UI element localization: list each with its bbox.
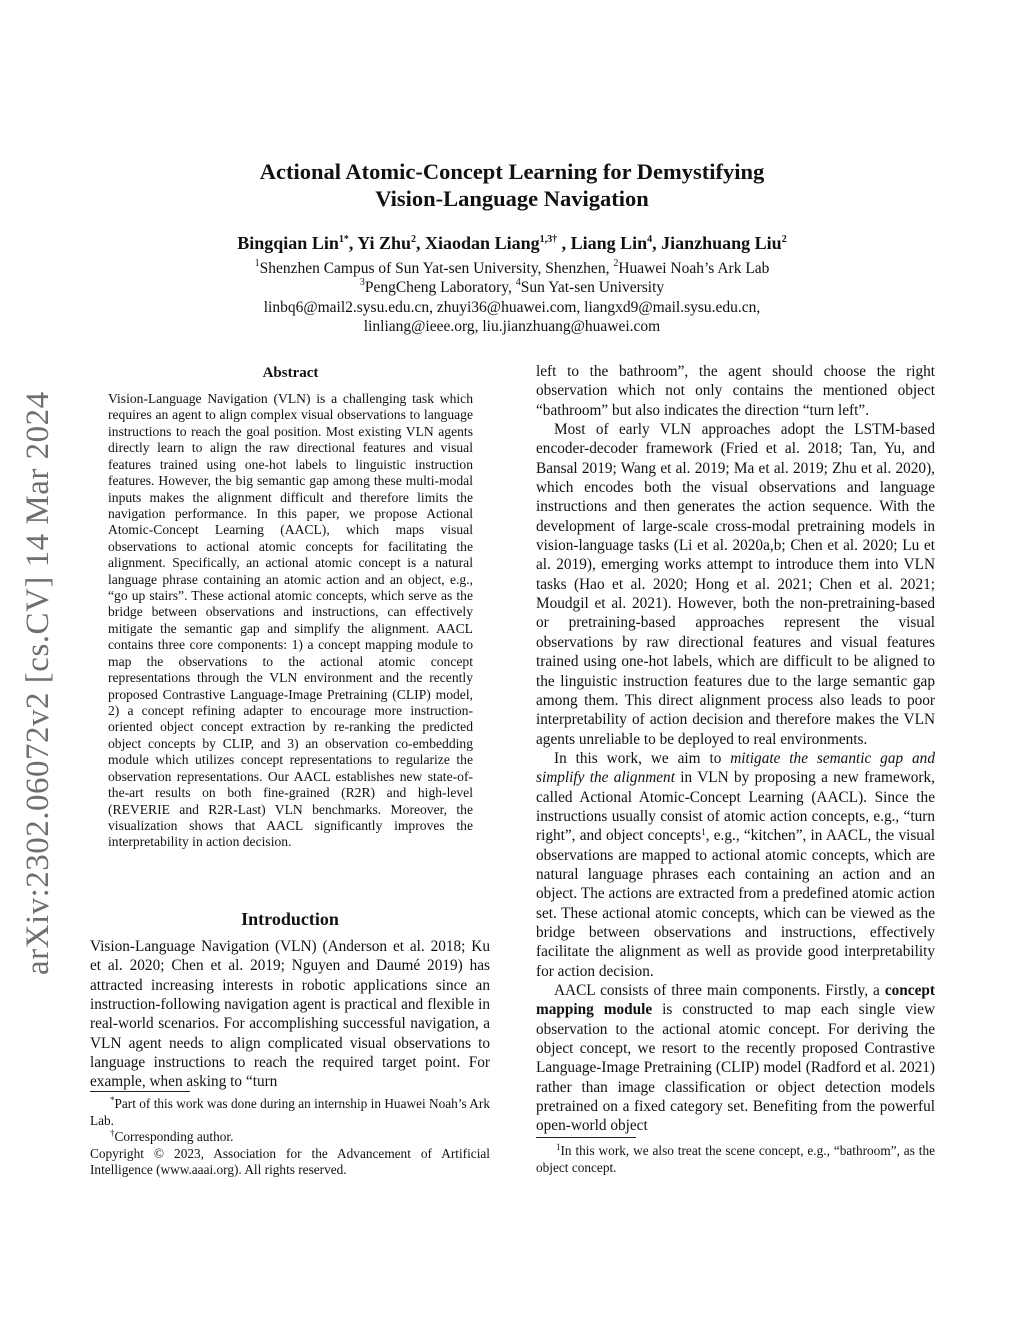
right-column [536,362,935,1136]
author-separator: , [652,233,662,253]
footnote-text: Corresponding author. [114,1129,234,1144]
emphasis-text: mitigate the semantic gap and simplify the alignment [536,749,935,787]
abstract-body: Vision-Language Navigation (VLN) is a challenging task which requires an agent to align complex visual observations to language instructions to reach the goal position. Most existing VLN agents directly learn to align the raw directional features and visual features trained using one-hot labels to linguistic instruction features. However, the big semantic gap among these multi-modal inputs makes the alignment difficult and therefore limits the navigation performance. In this paper, we propose Actional Atomic-Concept Learning (AACL), which maps visual observations to actional atomic concepts for facilitating the alignment. Specifically, an actional atomic concept is a natural language phrase containing an atomic action and an object, e.g., “go up stairs”. These actional atomic concepts, which serve as the bridge between observations and instructions, can effectively mitigate the semantic gap and simplify the alignment. AACL contains three core components: 1) a concept mapping module to map the observations to the actional atomic concept representations through the VLN environment and the recently proposed Contrastive Language-Image Pretraining (CLIP) model, 2) a concept refining adapter to encourage more instruction-oriented object concept extraction by re-ranking the predicted object concepts by CLIP, and 3) an observation co-embedding module which utilizes concept representations to regularize the observation representations. Our AACL establishes new state-of-the-art results on both fine-grained (R2R) and high-level (REVERIE and R2R-Last) VLN benchmarks. Moreover, the visualization shows that AACL significantly improves the interpretability in action decision. [108,391,473,850]
author-affil-mark: 1* [338,234,349,245]
paper-title [150,158,874,212]
author-name: Yi Zhu [357,233,412,253]
abstract-heading: Abstract [262,365,319,381]
footnote-text: Part of this work was done during an internship in Huawei Noah’s Ark Lab. [90,1096,490,1128]
footnote-scene-concept [536,1142,935,1176]
footnote-mark: * [110,1095,115,1105]
footnote-internship [90,1096,490,1129]
affil-mark: 2 [613,258,619,269]
author-affil-mark: 2 [781,234,787,245]
author-emails-line-2: linliang@ieee.org, liu.jianzhuang@huawei.com [363,318,661,336]
footnote-corresponding [90,1129,490,1146]
author-separator: , [348,233,358,253]
author-name: Jianzhuang Liu [661,233,782,253]
paragraph [536,981,935,1136]
author-affil-mark: 4 [647,234,653,245]
paragraph-text: In this work, we aim to [554,749,731,767]
author-affil-mark: 1,3† [539,234,558,245]
affiliation-line-2 [100,278,924,297]
affil-text: Shenzhen Campus of Sun Yat-sen University, Shenzhen, [259,260,614,277]
affil-mark: 4 [515,277,521,289]
author-list [100,232,924,254]
paragraph-text: , e.g., “kitchen”, in AACL, the visual observations are mapped to actional atomic concepts, which are natural language phrases each containing an action and an object. The actions are extracted from a predefined atomic action set. These actional atomic concepts, which can be viewed as the bridge between observations and instructions, effectively facilitate the alignment as well as provide good interpretability for action decision. [536,827,935,980]
author-emails-line-1: linbq6@mail2.sysu.edu.cn, zhuyi36@huawei.com, liangxd9@mail.sysu.edu.cn, [263,298,761,316]
footnote-divider [90,1091,190,1092]
author-name: Liang Lin [570,233,648,253]
author-name: Bingqian Lin [237,233,339,253]
title-line-2: Vision-Language Navigation [375,186,649,211]
paragraph-text: is constructed to map each single view observation to the actional atomic concept. For deriving the object concept, we resort to the recently proposed Contrastive Language-Image Pretraining (CLIP) model (Radford et al. 2021) rather than image classification or object detection models pretrained on a fixed category set. Benefiting from the powerful open-world object [536,1001,935,1135]
footnote-mark: † [110,1128,115,1138]
paragraph [536,749,935,981]
introduction-heading: Introduction [241,909,339,929]
paragraph-text: in VLN by proposing a new framework, called Actional Atomic-Concept Learning (AACL). Since the instructions usually consist of atomic action concepts, e.g., “turn right”, and object concepts [536,769,935,845]
bold-text: concept mapping module [536,982,935,1019]
paragraph: Most of early VLN approaches adopt the LSTM-based encoder-decoder framework (Fried et al. 2018; Tan, Yu, and Bansal 2019; Wang et al. 2019; Ma et al. 2019; Zhu et al. 2020), which encodes both the visual observations and language instructions and then generates the action sequence. With the development of large-scale cross-modal pretraining models in vision-language tasks (Li et al. 2020a,b; Chen et al. 2020; Lu et al. 2019), emerging works attempt to introduce them into VLN tasks (Hao et al. 2020; Hong et al. 2021; Chen et al. 2021; Moudgil et al. 2021). However, both the non-pretraining-based or pretraining-based approaches represent the visual observations by raw directional features and visual features trained using one-hot labels, which are difficult to be aligned to the linguistic instruction features due to the large semantic gap among them. This direct alignment process also leads to poor interpretability of action decision and therefore makes the VLN agents unreliable to be deployed to real environments. [536,421,935,748]
title-line-1: Actional Atomic-Concept Learning for Demystifying [259,159,765,184]
affiliation-line-1 [100,259,924,278]
footnote-divider [536,1137,636,1138]
paragraph: left to the bathroom”, the agent should choose the right observation which not only contains the mentioned object “bathroom” but also indicates the direction “turn left”. [536,363,935,419]
author-separator: , [416,233,426,253]
author-name: Xiaodan Liang [425,233,540,253]
author-affil-mark: 2 [411,234,417,245]
affil-mark: 1 [254,258,260,269]
footnote-text: In this work, we also treat the scene concept, e.g., “bathroom”, as the object concept. [536,1143,935,1175]
footnote-ref[interactable]: 1 [701,827,706,838]
arxiv-stamp[interactable]: arXiv:2302.06072v2 [cs.CV] 14 Mar 2024 [20,391,56,975]
affil-text: Huawei Noah’s Ark Lab [618,260,770,277]
affil-mark: 3 [359,277,365,289]
introduction-paragraph: Vision-Language Navigation (VLN) (Anderson et al. 2018; Ku et al. 2020; Chen et al. 2019; Nguyen and Daumé 2019) has attracted increasing interests in robotic applications since an instruction-following navigation agent is practical and flexible in real-world scenarios. For accomplishing successful navigation, a VLN agent needs to align complicated visual observations to language instructions to reach the required target point. For example, when asking to “turn [90,938,490,1091]
copyright-notice: Copyright © 2023, Association for the Advancement of Artificial Intelligence (www.aaai.org). All rights reserved. [90,1145,490,1177]
affil-text: PengCheng Laboratory, [364,279,516,297]
affil-text: Sun Yat-sen University [520,279,665,297]
author-separator: , [557,233,571,253]
footnote-mark: 1 [556,1142,561,1152]
paragraph-text: AACL consists of three main components. Firstly, a [554,982,885,999]
affiliations [100,259,924,337]
footnotes-left [90,1096,490,1179]
